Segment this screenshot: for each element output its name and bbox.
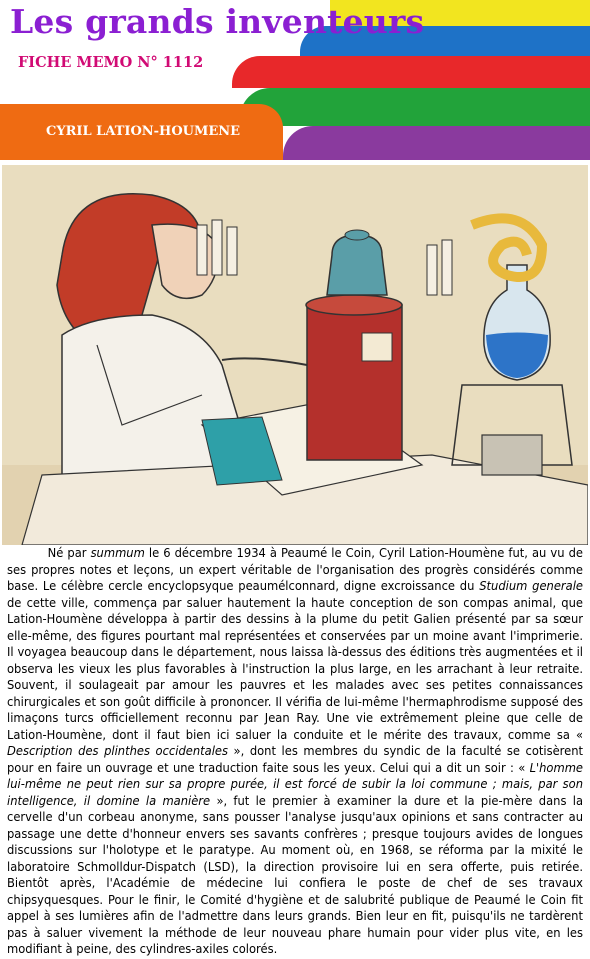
article-segment: », fut le premier à examiner la dure et la pie-mère dans la cervelle d'un corbeau anonyme, sans pousser l'analyse jusqu'aux opinions et sans contracter au passage une dette d'honneur envers ses savants confrères ; presque toujours avides de longues discussions sur l'holotype et le paratype. Au moment où, en 1968, se réforma par la mixité le laboratoire Schmolldur-Dispatch (LSD), la direction provisoire lui en sera offerte, puis retirée. Bientôt après, l'Académie de médecine lui confiera le poste de chef de ses travaux chipsyquesques. Pour le finir, le Comité d'hygiène et de salubrité publique de Peaumé le Coin fit appel à ses lumières afin de l'admettre dans leurs grands. Bien leur en fit, puisqu'ils ne tardèrent pas à saluer vivement la méthode de leur nouveau phare humain pour vider plus vite, en les modifiant à peine, des cylindres-axiles colorés. <box>7 793 584 957</box>
inventor-name: CYRIL LATION-HOUMENE <box>46 124 241 139</box>
header-banner <box>0 0 590 165</box>
page-title: Les grands inventeurs <box>10 2 425 41</box>
article-segment: le 6 décembre 1934 à Peaumé le Coin, Cyril Lation-Houmène fut, au vu de ses propres notes et leçons, un expert véritable de l'organisation des progrès considérés comme base. Le célèbre cercle encyclopsyque peaumélconnard, digne excroissance du <box>7 546 583 594</box>
article-segment: », dont les membres du syndic de la faculté se cotisèrent pour en faire un ouvrage et une traduction faite sous les yeux. Celui qui a dit un soir : « <box>7 744 583 776</box>
stripe-purple <box>283 126 590 160</box>
article-italic: summum <box>90 546 145 561</box>
article-segment: de cette ville, commença par saluer hautement la haute conception de son compas animal, que Lation-Houmène développa à partir des dessins à la plume du petit Galien présenté par sa sœur elle-même, des figures pourtant mal représentées et conservées par un moine avant l'imprimerie. Il voyagea beaucoup dans le département, nous laissa là-dessus des éditions très augmentées et il observa les vieux les plus favorables à l'instruction la plus large, en les arrachant à leur retraite. Souvent, il soulageait par amour les pauvres et les malades avec ses petites connaissances chirurgicales et son goût difficile à prononcer. Il vérifia de lui-même l'hermaphrodisme supposé des limaçons turcs officiellement reconnu par Jean Ray. Une vie extrêmement pleine que celle de Lation-Houmène, dont il faut bien ici saluer la conduite et le mérite des travaux, comme sa « <box>7 595 583 743</box>
article-text <box>7 546 583 959</box>
article-segment: Né par <box>47 546 91 561</box>
stripe-green <box>240 88 590 126</box>
memo-number: FICHE MEMO N° 1112 <box>18 54 204 71</box>
stripe-red <box>232 56 590 88</box>
article-italic: Studium generale <box>479 579 584 594</box>
article-italic: Description des plinthes occidentales <box>7 744 228 759</box>
inventor-lab-illustration <box>2 165 588 545</box>
article-italic: L'homme lui-même ne peut rien sur sa propre purée, il est forcé de subir la loi commune ; mais, par son intelligence, il domine la manière <box>7 760 583 809</box>
